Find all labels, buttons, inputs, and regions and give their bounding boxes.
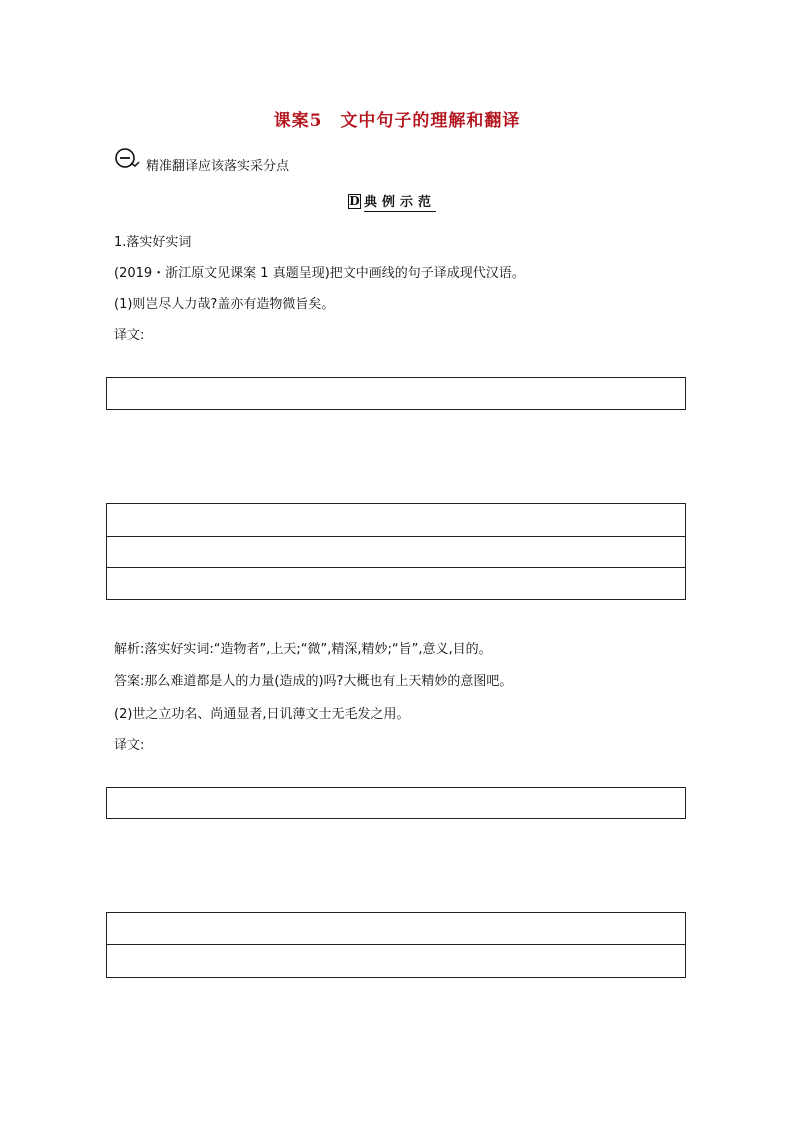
question-2: (2)世之立功名、尚通显者,日讥薄文士无毛发之用。	[114, 707, 410, 722]
translation-label-1: 译文:	[114, 328, 145, 343]
answer-grid-2[interactable]	[106, 912, 686, 978]
section-one-icon	[114, 147, 140, 169]
grid-row[interactable]	[107, 945, 685, 977]
answer-text: 答案:那么难道都是人的力量(造成的)吗?大概也有上天精妙的意图吧。	[114, 674, 513, 689]
section-one-label: 精准翻译应该落实采分点	[146, 159, 290, 174]
grid-row[interactable]	[107, 568, 685, 599]
answer-box-1[interactable]	[106, 377, 686, 410]
grid-row[interactable]	[107, 504, 685, 537]
page-title: 课案5 文中句子的理解和翻译	[273, 111, 521, 131]
item-heading: 1.落实好实词	[114, 235, 192, 250]
analysis-text: 解析:落实好实词:“造物者”,上天;“微”,精深,精妙;“旨”,意义,目的。	[114, 642, 492, 657]
item-source: (2019・浙江原文见课案 1 真题呈现)把文中画线的句子译成现代汉语。	[114, 266, 525, 281]
example-badge	[348, 192, 436, 210]
translation-label-2: 译文:	[114, 738, 145, 753]
grid-row[interactable]	[107, 537, 685, 568]
badge-letter: D	[349, 194, 360, 208]
answer-grid-1[interactable]	[106, 503, 686, 600]
grid-row[interactable]	[107, 913, 685, 945]
question-1: (1)则岂尽人力哉?盖亦有造物微旨矣。	[114, 297, 335, 312]
badge-text: 典例示范	[364, 191, 436, 212]
answer-box-2[interactable]	[106, 787, 686, 819]
